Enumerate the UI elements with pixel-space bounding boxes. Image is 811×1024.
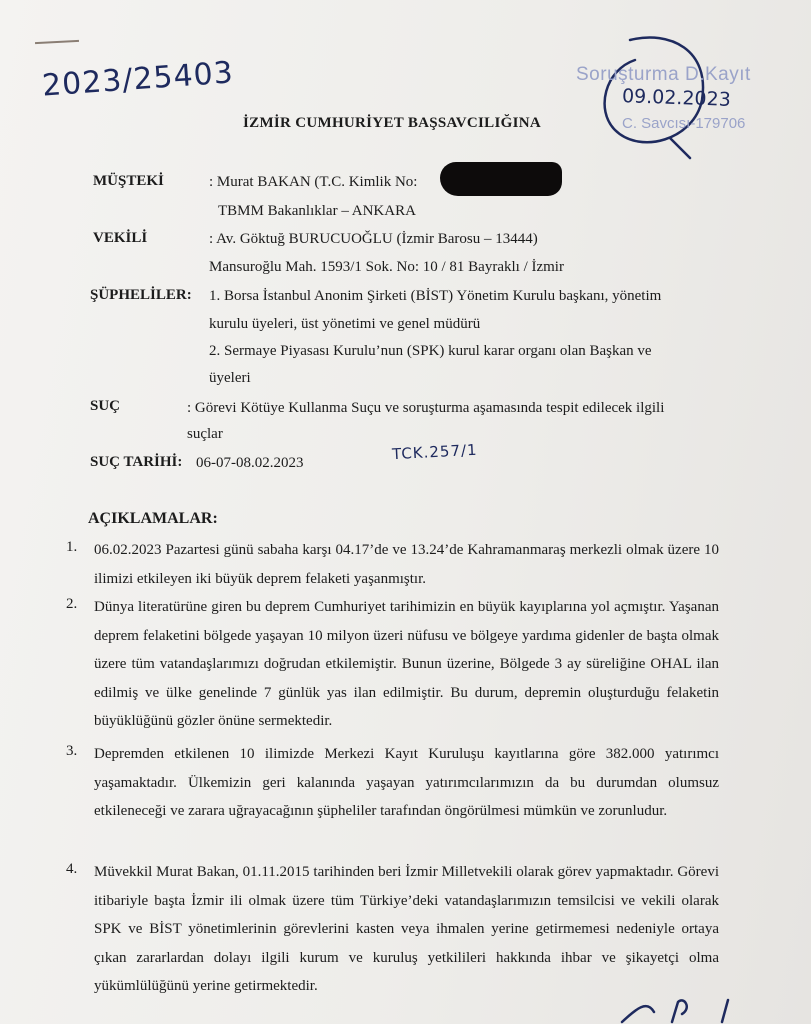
- pencil-mark: [35, 40, 79, 44]
- complainant-address: TBMM Bakanlıklar – ANKARA: [218, 203, 416, 219]
- explanation-paragraph: Müvekkil Murat Bakan, 01.11.2015 tarihinden beri İzmir Milletvekili olarak görev yapmaktadır. Görevi itibariyle başta İzmir ili olmak üzere tüm Türkiye’deki vatandaşlarımızın temsilcisi ve vekili olarak SPK ve BİST yönetimlerinin görevlerini kasten veya ihmalen yerine getirmemesi nedeniyle ortaya çıkan zararlardan dolayı ilgili kurum ve kuruluş yetkilileri hakkında ihbar ve şikayetçi olma yükümlülüğünü yerine getirmektedir.: [94, 864, 719, 994]
- document-title: İZMİR CUMHURİYET BAŞSAVCILIĞINA: [243, 115, 541, 131]
- explanations-heading: AÇIKLAMALAR:: [88, 510, 218, 527]
- item-number: 4.: [66, 861, 78, 877]
- attorney-label: VEKİLİ: [93, 230, 148, 246]
- item-number: 3.: [66, 743, 78, 759]
- stamp-prosecutor-label: C. Savcısı-179706: [622, 115, 746, 132]
- item-number: 1.: [66, 539, 78, 555]
- signature-icon: [612, 990, 752, 1024]
- crime-date-label: SUÇ TARİHİ:: [90, 454, 183, 470]
- complainant-label: MÜŞTEKİ: [93, 173, 164, 189]
- explanation-paragraph: Dünya literatürüne giren bu deprem Cumhuriyet tarihimizin en büyük kayıplarına yol açmıştır. Yaşanan deprem felaketini bölgede yaşayan 10 milyon üzeri nüfusu ve bölgeye yardıma gidenler de başta olmak üzere tüm vatandaşlarımızı doğrudan etkilemiştir. Bunun üzerine, Bölgede 3 ay süreliğine OHAL ilan edilmiş ve ülke genelinde 7 günlük yas ilan edilmiştir. Bu durum, depremin oluşturduğu felaketin büyüklüğünü gözler önüne sermektedir.: [94, 599, 719, 729]
- attorney-name: : Av. Göktuğ BURUCUOĞLU (İzmir Barosu – 13444): [209, 231, 538, 247]
- suspect-1-line-1: 1. Borsa İstanbul Anonim Şirketi (BİST) Yönetim Kurulu başkanı, yönetim: [209, 288, 662, 304]
- suspect-2-line-2: üyeleri: [209, 370, 251, 386]
- complainant-name: : Murat BAKAN (T.C. Kimlik No:: [209, 174, 418, 190]
- crime-line-1: : Görevi Kötüye Kullanma Suçu ve soruşturma aşamasında tespit edilecek ilgili: [187, 400, 665, 416]
- suspect-1-line-2: kurulu üyeleri, üst yönetimi ve genel müdürü: [209, 316, 481, 332]
- stamp-registry-label: Soruşturma D.Kayıt: [576, 64, 751, 85]
- crime-label: SUÇ: [90, 398, 121, 414]
- explanation-paragraph: Depremden etkilenen 10 ilimizde Merkezi Kayıt Kuruluşu kayıtlarına göre 382.000 yatırımcı yaşamaktadır. Ülkemizin geri kalanında yaşayan yatırımcılarımızın da bu durumdan olumsuz etkileneceği ve zarara uğrayacağının şüpheliler tarafından öngörülmesi mümkün ve zorunludur.: [94, 746, 719, 819]
- handwritten-crime-code: TCK.257/1: [391, 440, 479, 464]
- redaction-block: [440, 162, 562, 196]
- item-number: 2.: [66, 596, 78, 612]
- suspect-2-line-1: 2. Sermaye Piyasası Kurulu’nun (SPK) kurul karar organı olan Başkan ve: [209, 343, 652, 359]
- attorney-address: Mansuroğlu Mah. 1593/1 Sok. No: 10 / 81 Bayraklı / İzmir: [209, 259, 564, 275]
- crime-line-2: suçlar: [187, 426, 223, 442]
- explanation-paragraph: 06.02.2023 Pazartesi günü sabaha karşı 04.17’de ve 13.24’de Kahramanmaraş merkezli olmak üzere 10 ilimizi etkileyen iki büyük deprem felaketi yaşanmıştır.: [94, 542, 719, 587]
- handwritten-case-number: 2023/25403: [41, 55, 235, 104]
- stamp-date: 09.02.2023: [621, 85, 732, 111]
- crime-date-value: 06-07-08.02.2023: [196, 455, 304, 471]
- suspects-label: ŞÜPHELİLER:: [90, 287, 192, 303]
